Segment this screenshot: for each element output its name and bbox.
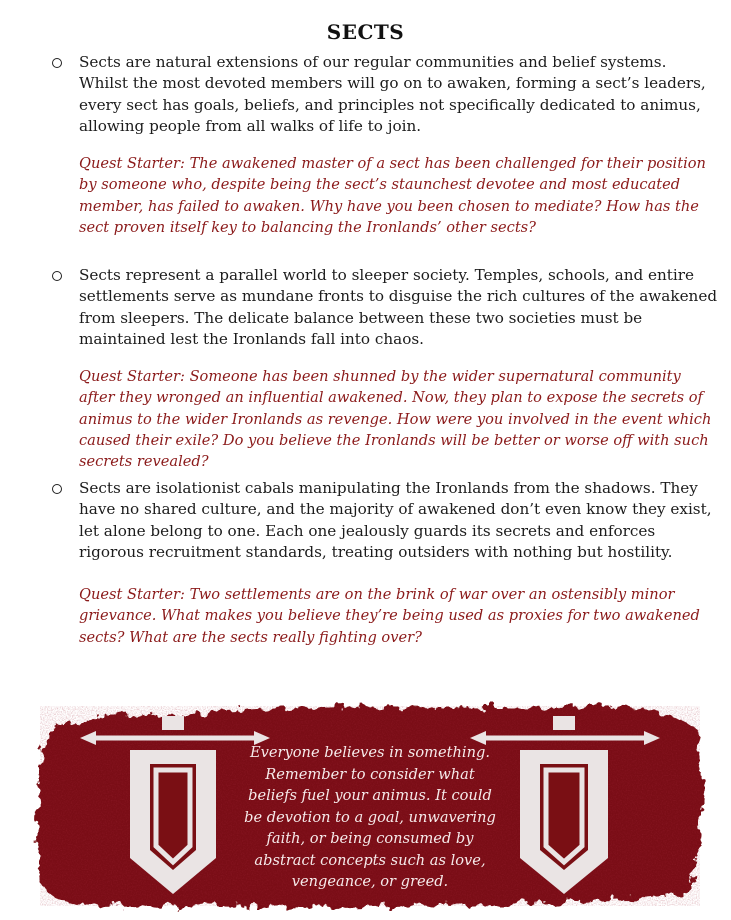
entry-body: Sects are natural extensions of our regular communities and belief systems. Whilst the most devoted members will go on to awaken, forming a sect’s leaders, every sect has goals, beliefs, and principles not specifically dedicated to animus, allowing people from all walks of life to join. <box>79 53 706 135</box>
quest-starter: Quest Starter: Someone has been shunned by the wider supernatural community after they wronged an influential awakened. Now, they plan to expose the secrets of animus to the wider Ironlands as revenge. How were you involved in the event which caused their exile? Do you believe the Ironlands will be better or worse off with such secrets revealed? <box>79 368 712 471</box>
page-title: SECTS <box>326 20 405 44</box>
callout-banner <box>30 698 710 914</box>
entry-body: Sects represent a parallel world to sleeper society. Temples, schools, and entire settlements serve as mundane fronts to disguise the rich cultures of the awakened from sleepers. The delicate balance between these two societies must be maintained lest the Ironlands fall into chaos. <box>79 266 718 348</box>
bullet-icon <box>52 271 62 281</box>
bullet-icon <box>52 484 62 494</box>
quest-starter: Quest Starter: Two settlements are on the brink of war over an ostensibly minor grievance. What makes you believe they’re being used as proxies for two awakened sects? What are the sects really fighting over? <box>79 586 700 646</box>
entry-body: Sects are isolationist cabals manipulating the Ironlands from the shadows. They have no shared culture, and the majority of awakened don’t even know they exist, let alone belong to one. Each one jealously guards its secrets and enforces rigorous recruitment standards, treating outsiders with nothing but hostility. <box>79 479 712 561</box>
callout-text: Everyone believes in something. Remember to consider what beliefs fuel your animus. It could be devotion to a goal, unwavering faith, or being consumed by abstract concepts such as love, vengeance, or greed. <box>244 744 496 890</box>
bullet-icon <box>52 58 62 68</box>
quest-starter: Quest Starter: The awakened master of a sect has been challenged for their position by someone who, despite being the sect’s staunchest devotee and most educated member, has failed to awaken. Why have you been chosen to mediate? How has the sect proven itself key to balancing the Ironlands’ other sects? <box>79 155 706 236</box>
